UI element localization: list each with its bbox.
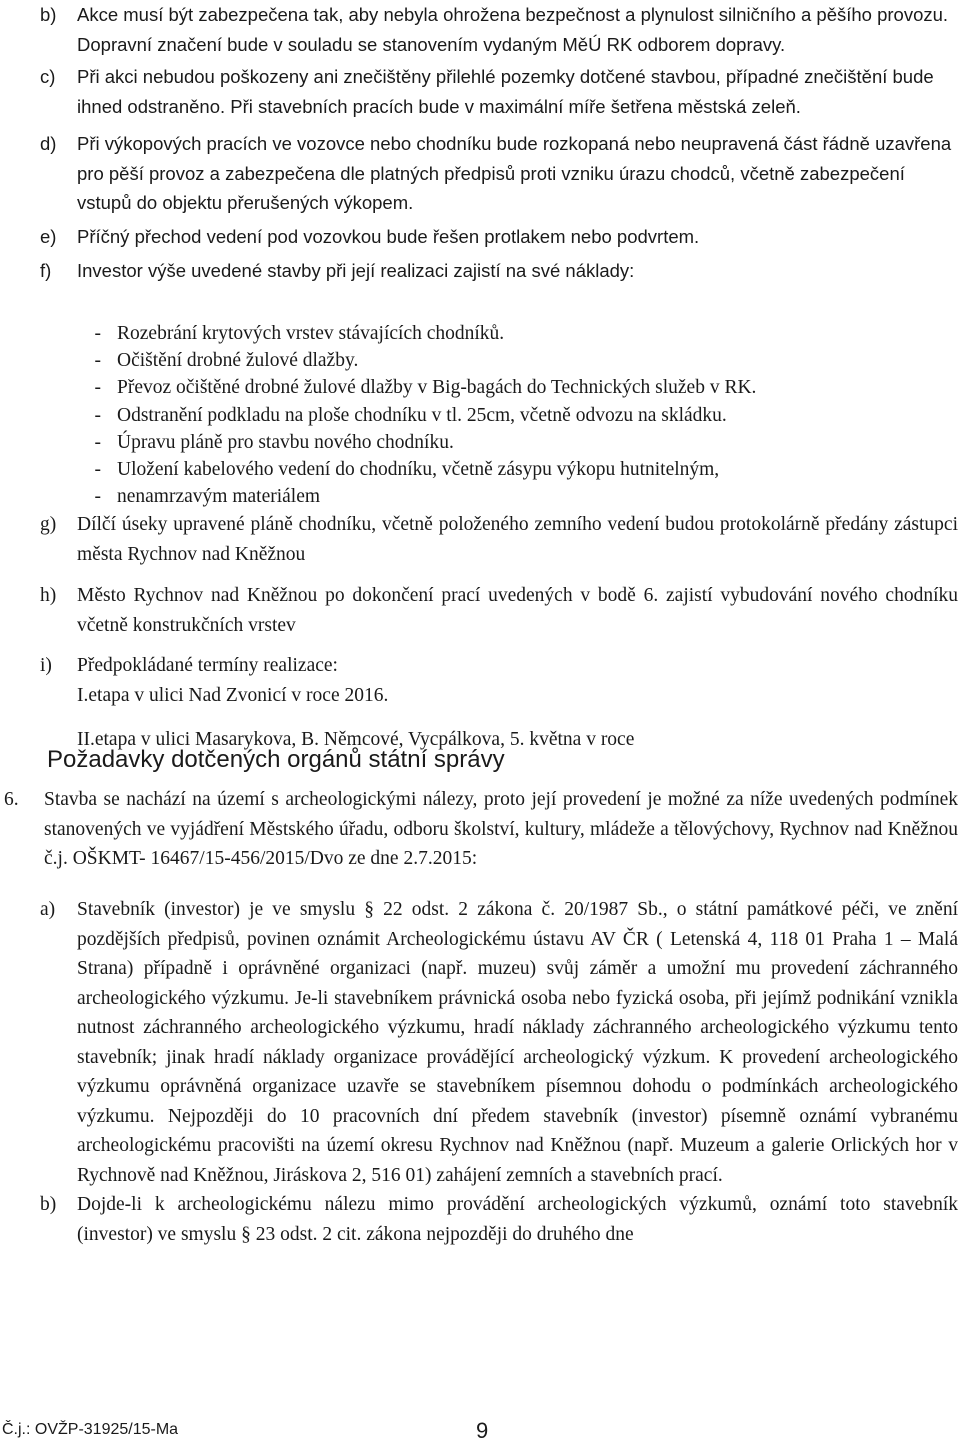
section-6-intro: 6. Stavba se nachází na území s archeologickými nálezy, proto její provedení je možné za níže uvedených podmínek stanovených ve vyjádření Městského úřadu, odboru školství, kultury, mládeže a tělovýchovy, Rychnov nad Kněžnou č.j. OŠKMT- 16467/15-456/2015/Dvo ze dne 2.7.2015: [4, 789, 958, 869]
item-i-text: Předpokládané termíny realizace: [77, 655, 338, 676]
item-d: d) Při výkopových pracích ve vozovce nebo chodníku bude rozkopaná nebo neupravená část řádně uzavřena pro pěší provoz a zabezpečena dle platných předpisů proti vzniku úrazu chodců, včetně zabezpečení vstupů do objektu přerušených výkopem. [40, 133, 952, 213]
item-f: f) Investor výše uvedené stavby při její realizaci zajistí na své náklady: [40, 260, 635, 281]
items-g-h-i [40, 510, 958, 755]
item-i: i) Předpokládané termíny realizace: I.etapa v ulici Nad Zvonicí v roce 2016. II.etapa v ulici Masarykova, B. Němcové, Vycpálkova, 5. května v roce [40, 651, 958, 755]
section-6-items [40, 895, 958, 1249]
items-top [40, 0, 958, 286]
etapa-2: II.etapa v ulici Masarykova, B. Němcové, Vycpálkova, 5. května v roce [77, 729, 635, 750]
section-heading: Požadavky dotčených orgánů státní správy [47, 746, 505, 773]
item-e: e) Příčný přechod vedení pod vozovkou bude řešen protlakem nebo podvrtem. [40, 225, 700, 247]
dash-item: - Úpravu pláně pro stavbu nového chodníku. [94, 431, 454, 453]
document-reference: Č.j.: OVŽP-31925/15-Ma [2, 1421, 179, 1438]
item-c: c) Při akci nebudou poškozeny ani znečištěny přilehlé pozemky dotčené stavbou, případné znečištění bude ihned odstraněno. Při stavebních pracích bude v maximální míře šetřena městská zeleň. [40, 66, 934, 117]
dash-item: - Rozebrání krytových vrstev stávajících chodníků. [94, 323, 505, 344]
dash-item: - Očištění drobné žulové dlažby. [94, 350, 359, 372]
etapa-1: I.etapa v ulici Nad Zvonicí v roce 2016. [77, 684, 389, 706]
dash-item: - Odstranění podkladu na ploše chodníku v tl. 25cm, včetně odvozu na skládku. [94, 404, 727, 426]
item-b: b) Akce musí být zabezpečena tak, aby nebyla ohrožena bezpečnost a plynulost silničního a pěšího provozu. Dopravní značení bude v souladu se stanovením vydaným MěÚ RK odborem dopravy. [40, 4, 949, 55]
section-6 [4, 785, 958, 874]
item-6a: a) Stavebník (investor) je ve smyslu § 22 odst. 2 zákona č. 20/1987 Sb., o státní památkové péči, ve znění pozdějších předpisů, povinen oznámit Archeologickému ústavu AV ČR ( Letenská 4, 118 01 Praha 1 – Malá Strana) případně i oprávněné organizaci (např. muzeu) svůj záměr a umožní mu provedení záchranného archeologického výzkumu. Je-li stavebníkem právnická osoba nebo fyzická osoba, při jejímž podnikání vznikla nutnost záchranného archeologického výzkumu, hradí náklady záchranného archeologického výzkumu tento stavebník; jinak hradí náklady organizace provádějící archeologický výzkum. K provedení archeologického výzkumu oprávněná organizace uzavře se stavebníkem písemnou dohodu o podmínkách archeologického výzkumu. Nejpozději do 10 pracovních dní předem stavebník (investor) písemně oznámí vybranému archeologickému pracovišti na území okresu Rychnov nad Kněžnou (např. Muzeum a galerie Orlických hor v Rychnově nad Kněžnou, Jiráskova 2, 516 01) zahájení zemních a stavebních prací. [40, 899, 958, 1186]
dash-item: - nenamrzavým materiálem [94, 486, 321, 508]
item-g: g) Dílčí úseky upravené pláně chodníku, včetně položeného zemního vedení budou protokolárně předány zástupci města Rychnov nad Kněžnou [40, 514, 958, 565]
item-6b: b) Dojde-li k archeologickému nálezu mimo provádění archeologických výzkumů, oznámí toto stavebník (investor) ve smyslu § 23 odst. 2 cit. zákona nejpozději do druhého dne [40, 1194, 958, 1245]
item-h: h) Město Rychnov nad Kněžnou po dokončení prací uvedených v bodě 6. zajistí vybudování nového chodníku včetně konstrukčních vrstev [40, 585, 958, 636]
dash-item: - Uložení kabelového vedení do chodníku, včetně zásypu výkopu hutnitelným, [94, 459, 720, 481]
f-dash-list [77, 320, 937, 510]
page-number: 9 [476, 1418, 489, 1443]
dash-item: - Převoz očištěné drobné žulové dlažby v Big-bagách do Technických služeb v RK. [94, 377, 757, 399]
